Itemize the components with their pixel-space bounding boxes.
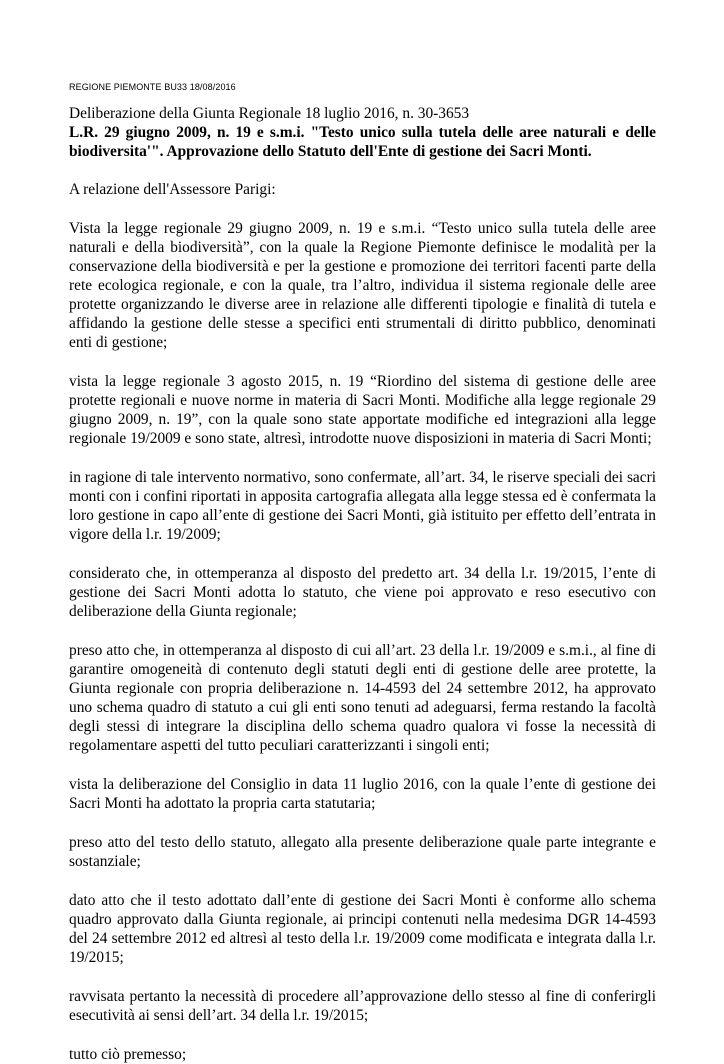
paragraph-6: vista la deliberazione del Consiglio in data 11 luglio 2016, con la quale l’ente di gestione dei Sacri Monti ha adottato la propria carta statutaria; — [69, 776, 656, 812]
paragraph-3: in ragione di tale intervento normativo, sono confermate, all’art. 34, le riserve speciali dei sacri monti con i confini riportati in apposita cartografia allegata alla legge stessa ed è confermata la loro gestione in capo all’ente di gestione dei Sacri Monti, già istituito per effetto dell’entrata in vigore della l.r. 19/2009; — [69, 469, 656, 543]
paragraph-7: preso atto del testo dello statuto, allegato alla presente deliberazione quale parte integrante e sostanziale; — [69, 834, 656, 870]
paragraph-1: Vista la legge regionale 29 giugno 2009, n. 19 e s.m.i. “Testo unico sulla tutela delle aree naturali e della biodiversità”, con la quale la Regione Piemonte definisce le modalità per la conservazione della biodiversità e per la gestione e promozione dei territori facenti parte della rete ecologica regionale, e con la quale, tra l’altro, individua il sistema regionale delle aree protette organizzando le diverse aree in relazione alle differenti tipologie e finalità di tutela e affidando la gestione delle stesse a specifici enti strumentali di diritto pubblico, denominati enti di gestione; — [69, 220, 656, 351]
paragraph-4: considerato che, in ottemperanza al disposto del predetto art. 34 della l.r. 19/2015, l’ente di gestione dei Sacri Monti adotta lo statuto, che viene poi approvato e reso esecutivo con deliberazione della Giunta regionale; — [69, 565, 656, 620]
paragraph-9: ravvisata pertanto la necessità di procedere all’approvazione dello stesso al fine di conferirgli esecutività ai sensi dell’art. 34 della l.r. 19/2015; — [69, 988, 656, 1024]
paragraph-5: preso atto che, in ottemperanza al disposto di cui all’art. 23 della l.r. 19/2009 e s.m.i., al fine di garantire omogeneità di contenuto degli statuti degli enti di gestione delle aree protette, la Giunta regionale con propria deliberazione n. 14-4593 del 24 settembre 2012, ha approvato uno schema quadro di statuto a cui gli enti sono tenuti ad adeguarsi, ferma restando la facoltà degli stessi di integrare la disciplina dello schema quadro qualora vi fosse la necessità di regolamentare aspetti del tutto peculiari caratterizzanti i singoli enti; — [69, 642, 656, 754]
deliberation-subject: L.R. 29 giugno 2009, n. 19 e s.m.i. "Testo unico sulla tutela delle aree naturali e delle biodiversita'". Approvazione dello Statuto dell'Ente di gestione dei Sacri Monti. — [69, 124, 656, 160]
paragraph-2: vista la legge regionale 3 agosto 2015, n. 19 “Riordino del sistema di gestione delle aree protette regionali e nuove norme in materia di Sacri Monti. Modifiche alla legge regionale 29 giugno 2009, n. 19”, con la quale sono state apportate modifiche ed integrazioni alla legge regionale 19/2009 e sono state, altresì, introdotte nuove disposizioni in materia di Sacri Monti; — [69, 373, 656, 447]
rapporteur-intro: A relazione dell'Assessore Parigi: — [69, 181, 276, 198]
deliberation-title: Deliberazione della Giunta Regionale 18 luglio 2016, n. 30-3653 — [69, 105, 470, 122]
running-header: REGIONE PIEMONTE BU33 18/08/2016 — [69, 82, 236, 92]
document-body — [69, 104, 656, 1064]
paragraph-8: dato atto che il testo adottato dall’ente di gestione dei Sacri Monti è conforme allo schema quadro approvato dalla Giunta regionale, ai principi contenuti nella medesima DGR 14-4593 del 24 settembre 2012 ed altresì al testo della l.r. 19/2009 come modificata e integrata dalla l.r. 19/2015; — [69, 892, 656, 966]
paragraph-10: tutto ciò premesso; — [69, 1046, 187, 1063]
